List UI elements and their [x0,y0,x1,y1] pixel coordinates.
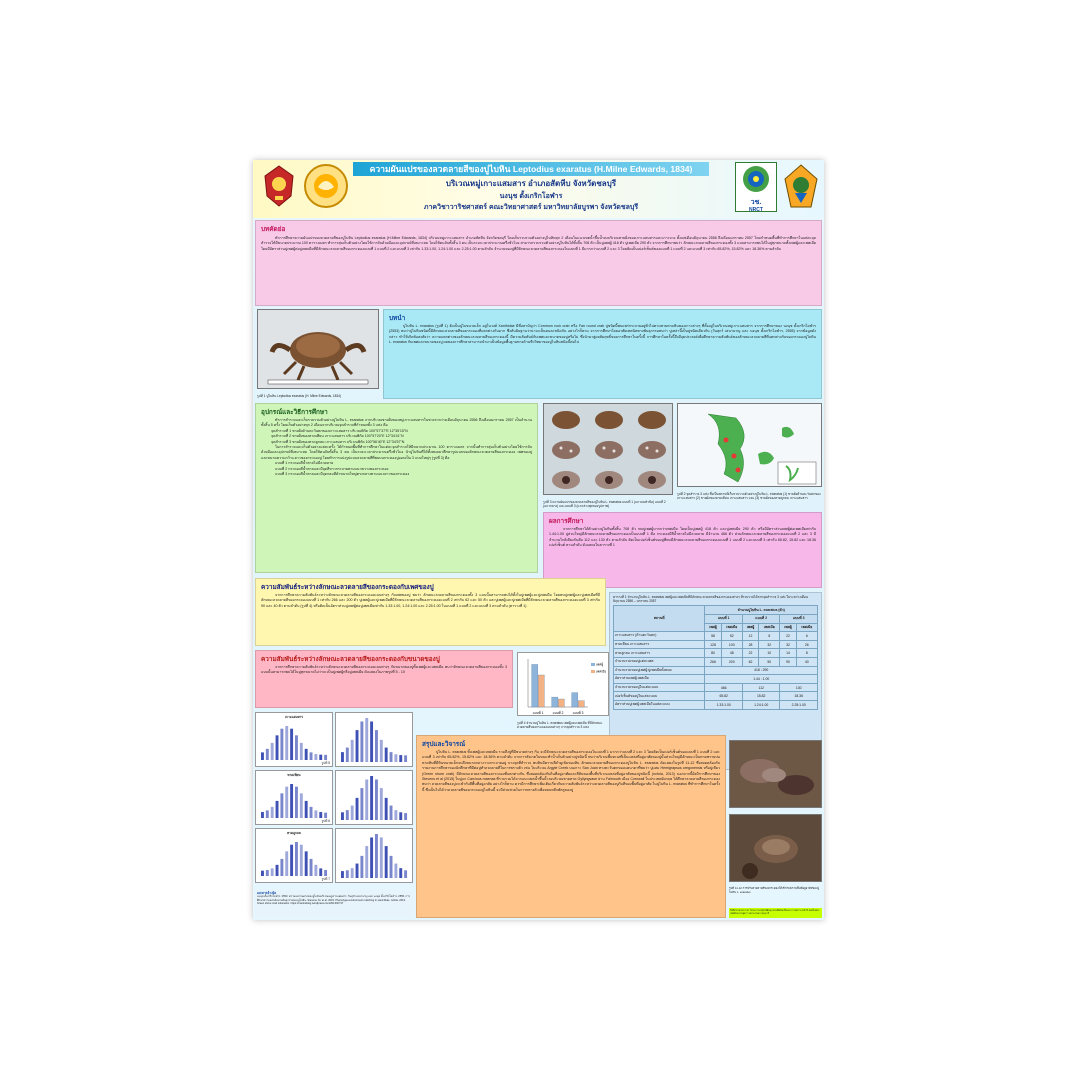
figure-1-caption: รูปที่ 1 ปูไบหิน Leptodius exaratus (H. Milne Edwards, 1834) [257,394,341,398]
table-header-sex: เพศผู้ [780,623,796,632]
abstract-text: ทำการศึกษาความผันแปรของลวดลายสีของปูไบหิน Leptodius exaratus (H.Milne Edwards, 1834) บริเวณหมู่เกาะแสมสาร อำเภอสัตหีบ จังหวัดชลบุรี โดยเก็บรวบรวมตัวอย่างปูไบหินทุก 2 เดือนในแนวเขตน้ำขึ้นน้ำลงบริเวณชายฝั่งของเกาะแสมสารและเกาะจวง ตั้งแต่เดือนมิถุนายน 2556 ถึงเดือนมกราคม 2557 โดยกำหนดพื้นที่ทำการศึกษาในแต่ละจุดสำรวจให้มีขนาดประมาณ 100 ตารางเมตร ทำการสุ่มเก็บตัวอย่างโดยใช้การจับด้วยมือและอุปกรณ์ที่เหมาะสม โดยใช้คนจับทั้งสิ้น 3 คน เป็นระยะเวลาประมาณครึ่งชั่วโมง สามารถรวบรวมตัวอย่างปูไบหินได้ทั้งสิ้น 708 ตัว เป็นปูเพศผู้ 418 ตัว ปูเพศเมีย 290 ตัว จากการศึกษาพบว่า ลักษณะลวดลายสีของกระดองทั้ง 3 แบบสามารถพบได้ในปูทุกขนาดทั้งเพศผู้และเพศเมีย โดยมีอัตราส่วนปูเพศผู้ต่อปูเพศเมียที่มีลักษณะลวดลายสีของกระดองแบบที่ 1 แบบที่ 2 และแบบที่ 3 เท่ากับ 1.33:1.00, 1.24:1.00 และ 2.25:1.00 ตามลำดับ จำนวนของปูที่มีลักษณะลวดลายสีของกระดองในแบบที่ 1 มีมากกว่าแบบที่ 2 และ 3 โดยคิดเป็นเปอร์เซ็นต์ของแบบที่ 1 แบบที่ 2 และแบบที่ 3 เท่ากับ 65.82%, 15.82% และ 18.36% ตามลำดับ [261,236,816,251]
chart-category-label: แบบที่ 2 [552,711,564,715]
crab-photo-image [257,309,379,389]
histogram-bar [346,748,349,762]
table-cell: 18.36 [780,692,818,701]
chart-bar [532,664,538,707]
histogram-bar [276,801,279,818]
table-row-label: เกาะแสมสาร (ด้านตะวันตก) [614,632,705,641]
table-header-sex: เพศเมีย [796,623,817,632]
burapha-university-logo-icon [303,163,349,209]
table-cell: 1.24:1.00 [742,700,780,709]
crab-habitat-photo-2 [729,814,822,882]
histogram-bar [351,868,354,878]
histogram-bar [385,846,388,878]
crab-patterns-photo-grid [543,403,673,495]
histogram-bar [305,749,308,760]
histogram-bar [385,748,388,762]
histogram-bar [360,856,363,878]
size-chart-title: หาดเทียน [287,773,301,777]
size-chart [255,828,333,883]
references-title: เอกสารอ้างอิง [257,891,277,895]
table-cell: 1.44 : 1.00 [705,675,818,684]
methods-title: อุปกรณ์และวิธีการศึกษา [261,409,328,416]
histogram-bar [314,810,317,818]
table-row-label: อัตราส่วนเพศผู้:เพศเมีย [614,675,705,684]
table-row [614,675,818,684]
table-cell: 12 [742,632,758,641]
figure-3 [543,403,673,511]
figure-4 [517,652,609,732]
histogram-bar [295,787,298,818]
table-cell: 90 [780,657,796,666]
histogram-bar [394,864,397,878]
histogram-bar [324,755,327,760]
abstract-section [255,220,822,306]
histogram-bar [261,752,264,760]
size-chart [335,770,413,825]
table-row [614,640,818,649]
pattern-item: แบบที่ 1 กระดองสีน้ำตาลไม่มีลวดลาย [275,461,334,466]
author-name: นงนุช ตั้งเกริกโอฬาร [499,193,563,200]
histogram-bar [310,752,313,760]
histogram-bar [314,754,317,760]
chart-bar [552,697,558,707]
histogram-bar [314,865,317,876]
histogram-bar [346,870,349,878]
table-row-label: หาดลูกลม เกาะแสมสาร [614,649,705,658]
histogram-bar [341,871,344,878]
histogram-bar [276,735,279,760]
table-header-type: แบบที่ 1 [705,615,743,624]
nrct-label: วช. [750,199,762,206]
histogram-bar [356,730,359,762]
conclusion-text: ปูไบหิน L. exaratus ทั้งเพศผู้และเพศเมีย รวมถึงปูที่มีขนาดต่างๆ กัน จะมีลักษณะลวดลายสีของกระดองในแบบที่ 1 มากกว่าแบบที่ 2 และ 3 โดยคิดเป็นเปอร์เซ็นต์ของแบบที่ 1 แบบที่ 2 และแบบที่ 3 เท่ากับ 65.82%, 15.82% และ 18.36% ตามลำดับ จากการสังเกตในขณะทำน้ำเก็บตัวอย่างปูชนิดนี้ พบว่าบริเวณพื้นทะเลที่เป็นแหล่งที่อยู่อาศัยของปูนั้นส่วนใหญ่มีลักษณะเป็นหาดทรายปนหาดหินที่มีหินขนาดเล็กจนถึงขนาดกลางวางกระจายอยู่ บางจุดที่สำรวจ พบหินมีคราบสีดำดูเข้มของหิน ลักษณะลวดลายสีของกระดองปูไบหิน L. exaratus ดังแสดงในรูปที่ 11-12 ซึ่งสอดคล้องกับ รายงานการศึกษาของนักศึกษาที่มีต่อปูทำลวดลายสีในการพรางตัว เช่น ในบริเวณ Argyle Creek บนเกาะ San Juan ทางตะวันตกของแคนาดาที่พบว่า ปูแสม Hemigrapsus oregonensis หรือปูเขียว (Green shore crab) มีลักษณะลวดลายสีของกระดองที่แตกต่างกัน ซึ่งสอดคล้องกับถิ่นที่อยู่อาศัยและสีสันของพื้นที่บริเวณแหล่งที่อยู่อาศัยของปูชนิดนี้ (ncfola, 2013) นอกจากนี้ยังมีการศึกษาของ Stevens et al (2015) ในปูแก Carcinus maenas ที่รวบรวมได้จากแนวเขตน้ำขึ้นน้ำลงบริเวณชายหาด Gyllyngvase ย่าน Falmouth เมือง Cornwall ในประเทศอังกฤษ ได้ศึกษาลวดลายสีของกระดองพบว่า ลวดลายสีของปูจะเข้ากับสีพื้นที่อยู่อาศัย อย่างไรก็ตาม ควรมีการศึกษาเพิ่มเติมเกี่ยวกับความสัมพันธ์ระหว่างลวดลายสีของปูกับสีของพื้นที่อยู่อาศัย ในปูไบหิน L. exaratus ที่ทำการศึกษาในครั้งนี้ ซึ่งเป็นไปได้ว่าลวดลายสีของกระดองปูไบหินนี้ จะมีส่วนช่วยในการพรางตัวเพื่อหลบหลีกศัตรูของปู [422,750,720,792]
histogram-bar [394,754,397,762]
table-row-label: จำนวนรวมของปูแต่ละเพศ [614,657,705,666]
conclusion-title: สรุปและวิจารณ์ [422,741,466,748]
histogram-bar [300,793,303,818]
histogram-bar [285,851,288,876]
histogram-bar [290,729,293,760]
table-cell: 8 [796,649,817,658]
table-header-type: แบบที่ 3 [780,615,818,624]
histogram-bar [380,740,383,762]
table-cell: 62 [742,657,758,666]
histogram-bar [305,801,308,818]
table-cell: 48 [721,649,742,658]
histogram-bar [290,784,293,818]
table-cell: 14 [780,649,796,658]
histogram-bar [385,798,388,820]
histogram-bar [295,735,298,760]
nrct-logo [735,162,777,212]
pattern-item: แบบที่ 2 กระดองสีน้ำตาลและมีจุดสีขาวกระจายตามแนวขวางของกระดอง [275,466,389,471]
chart-category-label: แบบที่ 1 [532,711,544,715]
histogram-bar [399,755,402,762]
size-charts-column [335,712,413,887]
figure-2 [677,403,822,511]
table-cell: 32 [780,640,796,649]
sex-relation-text: จากการศึกษาความสัมพันธ์ระหว่างลักษณะลวดลายสีของกระดองแบบต่างๆ กับเพศของปู พบว่า ลักษณะลวดลายสีของกระดองทั้ง 3 แบบนั้นสามารถพบได้ทั้งในปูเพศผู้และปูเพศเมีย โดยพบปูเพศผู้และปูเพศเมียที่มีลักษณะลวดลายสีของกระดองแบบที่ 1 เท่ากับ 266 และ 200 ตัว ปูเพศผู้และปูเพศเมียที่มีลักษณะลวดลายสีของกระดองแบบที่ 2 เท่ากับ 62 และ 50 ตัว และปูเพศผู้และปูเพศเมียที่มีลักษณะลวดลายสีของกระดองแบบที่ 3 เท่ากับ 90 และ 40 ตัว ตามลำดับ (รูปที่ 4) หรือคิดเป็นอัตราส่วนปูเพศผู้ต่อปูเพศเมียเท่ากับ 1.33:1.00, 1.24:1.00 และ 2.25:1.00 ในแบบที่ 1 แบบที่ 2 และแบบที่ 3 ตามลำดับ (ตารางที่ 1) [261,593,600,608]
histogram-bar [380,837,383,878]
size-relation-text: จากการศึกษาความสัมพันธ์ระหว่างลักษณะลวดลายสีของกระดองแบบต่างๆ กับขนาดของปูทั้งเพศผู้และเพศเมีย พบว่าลักษณะลวดลายสีของกระดองทั้ง 3 แบบนั้นสามารถพบได้ในปูทุกขนาดไม่ว่าจะเป็นปูเพศผู้หรือปูเพศเมีย ดังแสดงในภาพรูปที่ 5 - 10 [261,665,507,675]
chart-bar [538,675,544,707]
table-cell: 80 [705,649,721,658]
histogram-bar [375,834,378,878]
histogram-bar [266,810,269,818]
table-cell: 1.33:1.00 [705,700,743,709]
size-histogram [257,723,333,763]
table-header-group: จำนวนปูไบหิน L. exaratus (ตัว) [705,606,818,615]
size-chart [335,828,413,883]
size-histogram [257,781,333,821]
table-row [614,657,818,666]
table-row [614,692,818,701]
poster-title-line1: ความผันแปรของลวดลายสีของปูไบหิน Leptodius exaratus (H.Milne Edwards, 1834) [353,162,709,176]
histogram-bar [280,793,283,818]
abstract-title: บทคัดย่อ [261,226,286,233]
table-header-station: สถานที่ [614,606,705,632]
table-cell: 200 [721,657,742,666]
station-item: จุดสำรวจที่ 2 ชายฝั่งของหาดเทียน เกาะแสมสาร บริเวณพิกัด 100°57'20"E 12°34'41"N [271,434,404,439]
table-row [614,666,818,675]
table-cell: 112 [742,683,780,692]
table-cell: 40 [796,657,817,666]
table-row-label: จำนวนรวมของปูเพศผู้:ปูเพศเมียทั้งหมด [614,666,705,675]
table-cell: 128 [705,640,721,649]
histogram-bar [295,842,298,876]
legend-swatch [591,663,595,666]
nrct-emblem-icon [736,163,776,195]
histogram-bar [280,729,283,760]
legend-label: เพศผู้ [596,662,604,667]
histogram-bar [266,749,269,760]
table-row-label: หาดเทียน เกาะแสมสาร [614,640,705,649]
histogram-bar [290,845,293,876]
histogram-bar [360,788,363,820]
histogram-bar [370,837,373,878]
chart-bar [558,699,564,707]
legend-swatch [591,670,595,673]
histogram-bar [390,856,393,878]
station-item: จุดสำรวจที่ 3 ชายฝั่งของหาดลูกลม เกาะแสมสาร บริเวณพิกัด 100°56'40"E 12°34'57"N [271,439,405,444]
size-histogram [337,773,413,823]
table-row-label: จำนวนรวมของปูในแต่ละแบบ [614,683,705,692]
table-cell: 418 : 290 [705,666,818,675]
histogram-bar [319,812,322,818]
table-cell: 50 [759,657,780,666]
figure-11-12 [729,740,822,918]
histogram-bar [341,752,344,762]
table-header-sex: เพศเมีย [759,623,780,632]
results-text: จากการศึกษาได้ตัวอย่างปูไบหินทั้งสิ้น 708 ตัว พบปูเพศผู้มากกว่าเพศเมีย โดยเป็นปูเพศผู้ 418 ตัว และปูเพศเมีย 290 ตัว หรือมีอัตราส่วนเพศผู้ต่อเพศเมียเท่ากับ 1.44:1.00 ปูส่วนใหญ่มีลักษณะลวดลายสีของกระดองเป็นแบบที่ 1 คือ กระดองมีสีน้ำตาลไม่มีลวดลาย มีจำนวน 466 ตัว ส่วนลักษณะลวดลายสีของกระดองแบบที่ 2 และ 3 มีจำนวนใกล้เคียงกันคือ 112 และ 130 ตัว ตามลำดับ คิดเป็นเปอร์เซ็นต์ของปูที่พบมีลักษณะลวดลายสีของกระดองแบบที่ 1 แบบที่ 2 และแบบที่ 3 เท่ากับ 65.82, 15.82 และ 18.36 เปอร์เซ็นต์ ตามลำดับ ดังแสดงในตารางที่ 1 [549,527,816,548]
figure-1 [257,309,379,399]
histogram-bar [271,743,274,760]
size-chart-caption: รูปที่ 7 [321,876,330,881]
intro-title: บทนำ [389,315,406,322]
table-header-type: แบบที่ 2 [742,615,780,624]
histogram-bar [324,813,327,818]
size-chart-caption: รูปที่ 5 [321,760,330,765]
table-cell: 10 [759,649,780,658]
table-cell: 15.82 [742,692,780,701]
histogram-bar [280,859,283,876]
sex-relation-section [255,578,606,646]
histogram-bar [356,864,359,878]
histogram-bar [319,868,322,876]
figure-2-caption: รูปที่ 2 จุดสำรวจ 3 แห่ง ซึ่งเป็นสถานที่เก็บรวบรวมตัวอย่างปูไบหิน L. exaratus (1) ชายฝั่งด้านตะวันตกของเกาะแสมสาร (2) ชายฝั่งของหาดเทียน เกาะแสมสาร และ (3) ชายฝั่งของหาดลูกลม เกาะแสมสาร [677,492,821,501]
histogram-bar [404,813,407,820]
histogram-bar [375,730,378,762]
histogram-bar [375,779,378,820]
histogram-bar [356,798,359,820]
size-chart [255,712,333,767]
size-chart-caption: รูปที่ 6 [321,818,330,823]
table-cell: 22 [780,632,796,641]
table-cell: 65.82 [705,692,743,701]
histogram-bar [319,755,322,760]
size-histogram [257,839,333,879]
chart-category-label: แบบที่ 3 [572,711,584,715]
results-section [543,512,822,588]
size-charts-column [255,712,333,887]
figure-3-caption: รูปที่ 3 ความผันแปรของลวดลายสีของปูไบหิน L. exaratus แบบที่ 1 (แถวบนหัวข้อ) แบบที่ 2 (แถวกลาง) และแบบที่ 3 (แถวล่างสุดของรูปภาพ) [543,500,666,509]
poster-title-line2: บริเวณหมู่เกาะแสมสาร อำเภอสัตหีบ จังหวัดชลบุรี [445,179,617,188]
histogram-bar [276,865,279,876]
size-relation-title: ความสัมพันธ์ระหว่างลักษณะลวดลายสีของกระดองกับขนาดของปู [261,656,440,663]
station-item: จุดสำรวจที่ 1 ชายฝั่งด้านตะวันตกของเกาะแสมสาร บริเวณพิกัด 100°57'37"E 12°35'15"N [271,428,408,433]
histogram-bar [370,776,373,820]
histogram-bar [370,721,373,762]
size-histogram [337,715,413,765]
table-cell: 32 [759,640,780,649]
table-cell: 52 [721,632,742,641]
size-chart [255,770,333,825]
table-row [614,683,818,692]
acknowledgement-strip [729,908,822,918]
results-title: ผลการศึกษา [549,518,584,525]
histogram-bar [266,870,269,876]
histogram-bar [365,779,368,820]
methods-section [255,403,538,573]
table-cell: 266 [705,657,721,666]
histogram-bar [271,868,274,876]
size-chart-title: เกาะแสมสาร [284,715,304,719]
crab-habitat-photo-1 [729,740,822,808]
size-chart [335,712,413,767]
data-table [613,605,818,709]
table-cell: 100 [721,640,742,649]
histogram-bar [365,846,368,878]
table-cell: 26 [796,640,817,649]
table-row-label: เปอร์เซ็นต์ของปูในแต่ละแบบ [614,692,705,701]
author-affiliation: ภาควิชาวาริชศาสตร์ คณะวิทยาศาสตร์ มหาวิทยาลัยบูรพา จังหวัดชลบุรี [423,204,639,211]
histogram-bar [390,806,393,820]
table-cell: 466 [705,683,743,692]
histogram-bar [285,726,288,760]
table-cell: 58 [705,632,721,641]
table-row-label: อัตราส่วนปูเพศผู้:เพศเมียในแต่ละแบบ [614,700,705,709]
histogram-bar [341,812,344,820]
table-cell: 22 [742,649,758,658]
table-header-sex: เพศผู้ [705,623,721,632]
poster [253,160,824,920]
references-section [255,890,413,918]
histogram-bar [399,868,402,878]
size-chart-title: หาดลูกลม [287,831,301,835]
sex-pattern-bar-chart [517,652,609,716]
histogram-bar [261,871,264,876]
size-histogram [337,831,413,881]
histogram-bar [310,859,313,876]
table-cell: 8 [759,632,780,641]
table-header-sex: เพศเมีย [721,623,742,632]
histogram-bar [404,870,407,878]
methods-text-2: ในการสำรวจและเก็บตัวอย่างแต่ละครั้ง ได้กำหนดพื้นที่ทำการศึกษาในแต่ละจุดสำรวจให้มีขนาดประมาณ 100 ตารางเมตร จากนั้นทำการสุ่มเก็บตัวอย่างโดยใช้การจับด้วยมือและอุปกรณ์ที่เหมาะสม โดยใช้คนจับทั้งสิ้น 3 คน เป็นระยะเวลาประมาณครึ่งชั่วโมง นำปูไบหินที่ได้ทั้งหมดมาศึกษารูปแบบของลักษณะลวดลายสีของกระดอง เพศของปู และขนาดความกว้าง-ยาวของกระดองปู โดยทำการแบ่งรูปแบบลวดลายสีที่พบบนกระดองปูออกเป็น 3 แบบใหญ่ๆ (รูปที่ 3) คือ [261,445,532,460]
histogram-bar [324,870,327,876]
intro-section [383,309,822,399]
conclusion-section [416,735,726,918]
nrct-sublabel: NRCT [749,207,763,213]
histogram-bar [399,812,402,820]
table-cell: 2.25:1.00 [780,700,818,709]
table-cell: 130 [780,683,818,692]
histogram-bar [346,810,349,820]
size-relation-section [255,650,513,708]
histogram-bar [305,851,308,876]
table-row [614,649,818,658]
chart-bar [572,693,578,707]
acknowledgement-text: กิตติกรรมประกาศ: โครงการอนุรักษ์พันธุกรรมพืชอันเนื่องมาจากพระราชดำริ สมเด็จพระเทพรัตนราชสุดาฯ สยามบรมราชกุมารี [730,909,820,915]
methods-text-1: ทำการสำรวจและเก็บรวบรวมตัวอย่างปูไบหิน L. exaratus จากบริเวณชายฝั่งของหมู่เกาะแสมสารในช่วงระหว่างเดือนมิถุนายน 2556 ถึงเดือนมกราคม 2557 เป็นจำนวนทั้งสิ้น 5 ครั้ง โดยเก็บตัวอย่างทุก 2 เดือนจากบริเวณจุดสำรวจที่กำหนดทั้ง 3 แห่ง คือ [261,418,532,428]
figure-11-12-caption: รูปที่ 11-12 การปรับลวดลายสีของกระดองให้เข้ากับสภาพพื้นที่อยู่อาศัยของปูไบหิน L. exaratus [729,886,820,894]
royal-project-emblem-icon [781,163,821,211]
histogram-bar [360,721,363,762]
histogram-bar [351,806,354,820]
university-crest-icon [257,162,301,210]
histogram-bar [261,812,264,818]
sex-relation-title: ความสัมพันธ์ระหว่างลักษณะลวดลายสีของกระดองกับเพศของปู [261,584,434,591]
pattern-item: แบบที่ 3 กระดองสีน้ำตาลและมีจุดกลมสีดำขนาดใหญ่ตรงกลางตามแนวยาวของกระดอง [275,472,410,477]
histogram-bar [285,787,288,818]
table-cell: 28 [742,640,758,649]
histogram-bar [390,752,393,762]
table-1-caption: ตารางที่ 1 จำนวนปูไบหิน L. exaratus เพศผู้และเพศเมียที่มีลักษณะลวดลายสีของกระดองต่างๆ ที่รวบรวมได้จากจุดสำรวจ 3 แห่ง ในระหว่างเดือนมิถุนายน 2556 – มกราคม 2557 [613,595,809,604]
histogram-bar [300,743,303,760]
study-site-map [677,403,822,487]
references-text: นงนุช ตั้งเกริกโอฬาร. 2553. ความหลากหลายของปูไบหินบริเวณหมู่เกาะแสมสาร. วันสุกร์ เสนานาญ และ นงนุช ตั้งเกริกโอฬาร. 2555. การศึกษาความแปรผันทางพันธุกรรมของปูไบหิน. Stevens, M. et al. 2015. Phenotype-environment matching in sand fleas. ncfola. 2013. Green shore crab coloration. https://marineblog.wordpress.com/2013/07/17 [257,895,410,905]
histogram-bar [351,740,354,762]
table-header-sex: เพศผู้ [742,623,758,632]
figure-4-caption: รูปที่ 4 จำนวนปูไบหิน L. exaratus เพศผู้และเพศเมีย ที่มีลักษณะลวดลายสีของกระดองแบบต่างๆ จากจุดสำรวจ 3 แห่ง [517,721,603,730]
histogram-bar [380,788,383,820]
chart-bar [578,701,584,707]
intro-text: ปูไบหิน L. exaratus (รูปที่ 1) จัดเป็นปูไบขนาดเล็ก อยู่ในวงศ์ Xanthidae มีชื่อสามัญว่า Common rock crab หรือ Fan round crab ปูชนิดนี้พบแพร่กระจายอยู่ทั่วไปตามชายหาดหินของเกาะต่างๆ ที่ตั้งอยู่ในบริเวณหมู่เกาะแสมสาร จากการศึกษาของ นงนุช ตั้งเกริกโอฬาร (2553) พบว่าปูไบหินชนิดนี้มีลักษณะลวดลายสีของกระดองที่แตกต่างกันมาก ซึ่งสันนิษฐานว่าน่าจะเป็นคนละชนิดกัน อย่างไรก็ตาม จากการศึกษาโดยอาศัยเทคนิคทางพันธุกรรมพบว่า ปูเหล่านี้เป็นปูชนิดเดียวกัน (วันสุกร์ เสนานาญ และ นงนุช ตั้งเกริกโอฬาร, 2555) จากข้อมูลดังกล่าว ทำให้เกิดข้อสงสัยว่า ความแตกต่างของลักษณะลวดลายสีของกระดองนี้ มีความสัมพันธ์กับเพศและขนาดของปูหรือไม่ ซึ่งนำมาสู่ผลสัมฤทธิ์ของการศึกษาในครั้งนี้ การศึกษาในครั้งนี้จึงมีจุดประสงค์เพื่อศึกษาความสัมพันธ์ของลักษณะลวดลายสีที่แตกต่างกันของกระดองปูไบหิน L. exaratus กับเพศและขนาดของปู ผลของการศึกษาสามารถนำมาเป็นข้อมูลพื้นฐานทางด้านชีววิทยาของปูไบหินชนิดนี้ต่อไป [389,324,816,345]
table-cell: 6 [796,632,817,641]
histogram-bar [271,807,274,818]
histogram-bar [300,845,303,876]
legend-label: เพศเมีย [596,669,607,674]
histogram-bar [365,718,368,762]
table-row [614,632,818,641]
histogram-bar [310,807,313,818]
histogram-bar [394,810,397,820]
table-row [614,700,818,709]
histogram-bar [404,755,407,762]
